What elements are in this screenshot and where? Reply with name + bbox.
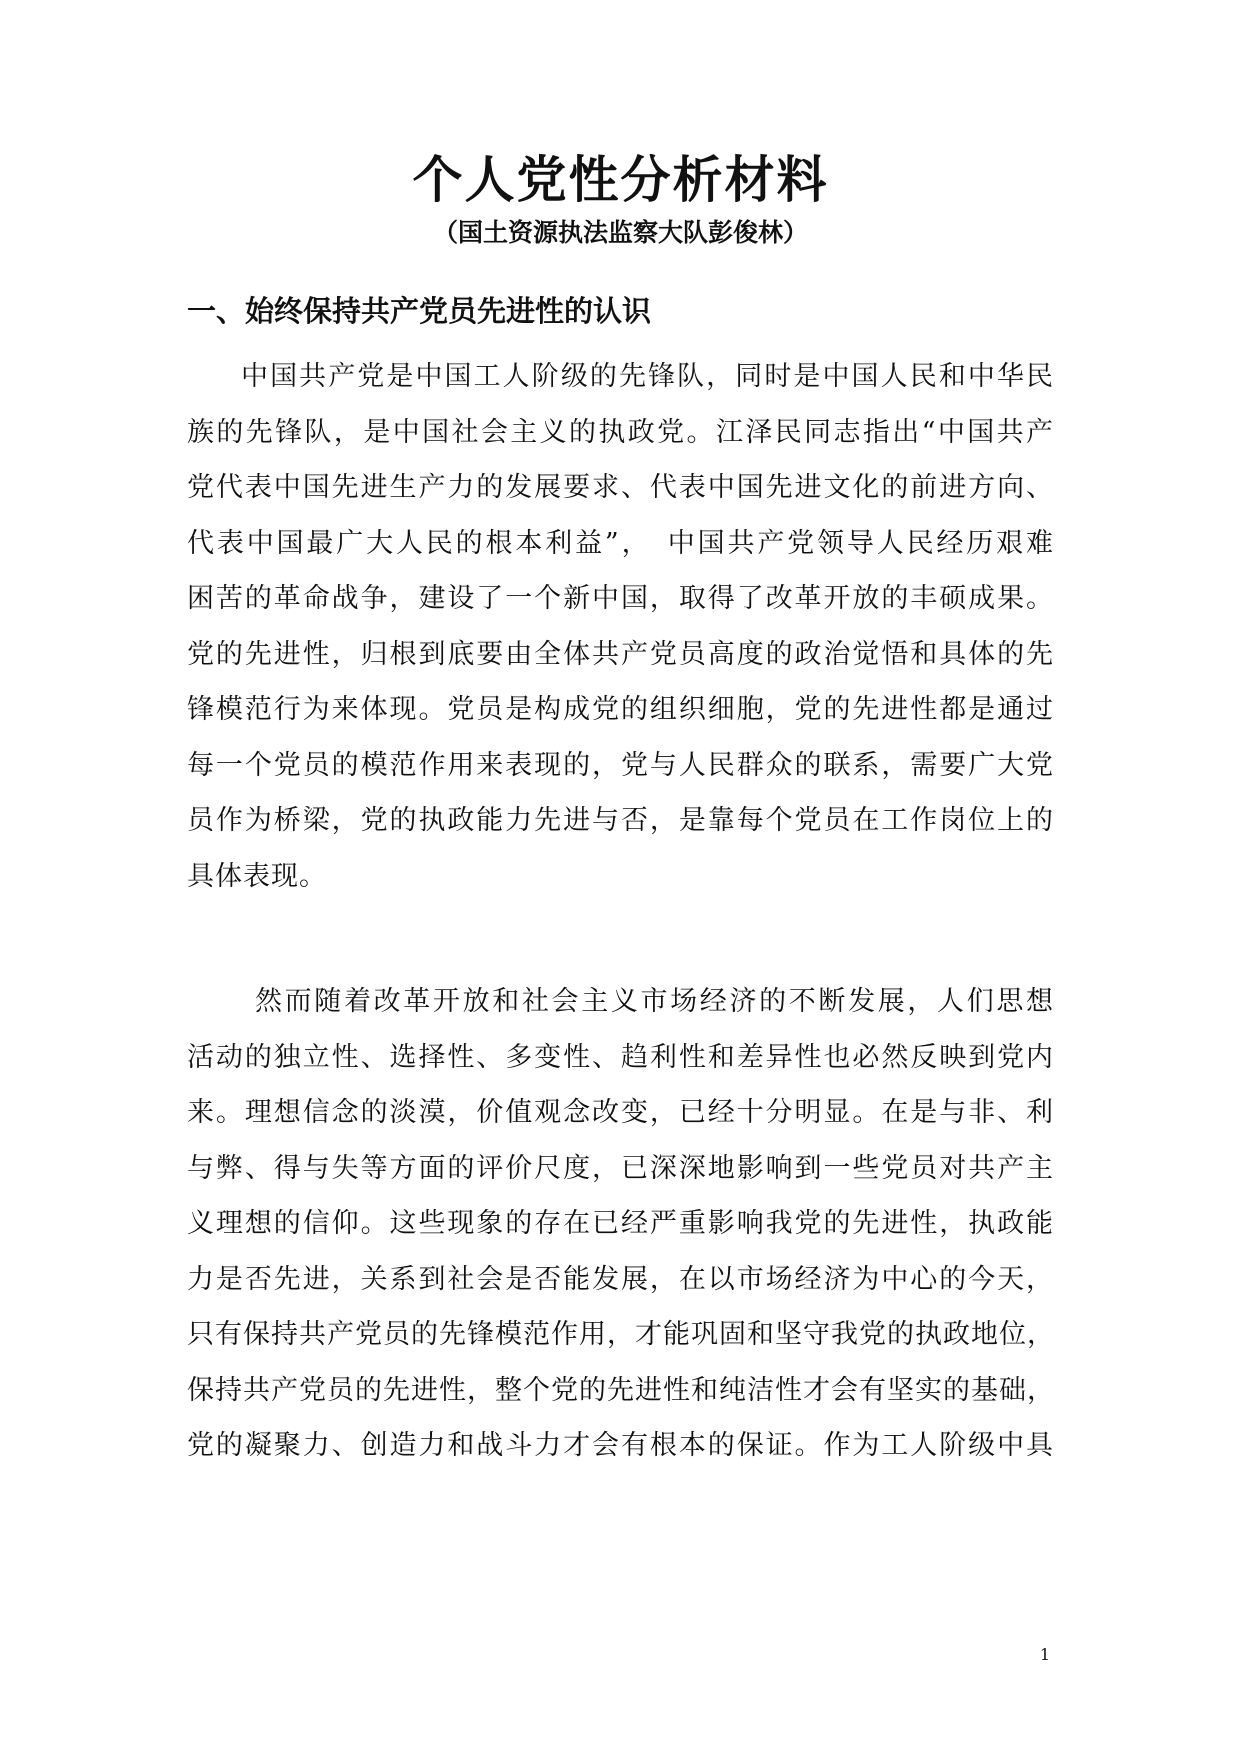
paragraph-line: 困苦的革命战争，建设了一个新中国，取得了改革开放的丰硕成果。 bbox=[187, 583, 1054, 614]
paragraph-line: 来。理想信念的淡漠，价值观念改变，已经十分明显。在是与非、利 bbox=[187, 1097, 1054, 1128]
paragraph-line: 代表中国最广大人民的根本利益”， 中国共产党领导人民经历艰难 bbox=[187, 527, 1054, 559]
paragraph-1 bbox=[187, 349, 1054, 904]
paragraph-line: 党代表中国先进生产力的发展要求、代表中国先进文化的前进方向、 bbox=[187, 472, 1054, 503]
paragraph-line: 与弊、得与失等方面的评价尺度，已深深地影响到一些党员对共产主 bbox=[187, 1152, 1054, 1184]
paragraph-line: 中国共产党是中国工人阶级的先锋队，同时是中国人民和中华民 bbox=[241, 361, 1054, 392]
paragraph-line: 力是否先进，关系到社会是否能发展，在以市场经济为中心的今天， bbox=[187, 1263, 1054, 1295]
document-subtitle: （国土资源执法监察大队彭俊林） bbox=[432, 218, 808, 247]
paragraph-line: 保持共产党员的先进性，整个党的先进性和纯洁性才会有坚实的基础， bbox=[187, 1374, 1055, 1406]
paragraph-line: 党的先进性，归根到底要由全体共产党员高度的政治觉悟和具体的先 bbox=[187, 638, 1054, 670]
page-number: 1 bbox=[1039, 1645, 1050, 1664]
paragraph-line: 每一个党员的模范作用来表现的，党与人民群众的联系，需要广大党 bbox=[187, 749, 1054, 781]
paragraph-line: 义理想的信仰。这些现象的存在已经严重影响我党的先进性，执政能 bbox=[187, 1208, 1054, 1239]
paragraph-line: 族的先锋队，是中国社会主义的执政党。江泽民同志指出“中国共产 bbox=[187, 416, 1054, 448]
paragraph-line: 活动的独立性、选择性、多变性、趋利性和差异性也必然反映到党内 bbox=[187, 1041, 1054, 1073]
paragraph-line: 员作为桥梁，党的执政能力先进与否，是靠每个党员在工作岗位上的 bbox=[187, 805, 1054, 836]
paragraph-line: 具体表现。 bbox=[187, 860, 327, 892]
document-title: 个人党性分析材料 bbox=[412, 150, 829, 209]
paragraph-line: 然而随着改革开放和社会主义市场经济的不断发展，人们思想 bbox=[255, 986, 1054, 1017]
paragraph-line: 锋模范行为来体现。党员是构成党的组织细胞，党的先进性都是通过 bbox=[187, 694, 1054, 725]
section-heading: 一、始终保持共产党员先进性的认识 bbox=[187, 294, 652, 328]
paragraph-line: 党的凝聚力、创造力和战斗力才会有根本的保证。作为工人阶级中具 bbox=[187, 1430, 1054, 1461]
paragraph-2 bbox=[187, 974, 1054, 1474]
paragraph-line: 只有保持共产党员的先锋模范作用，才能巩固和坚守我党的执政地位， bbox=[187, 1319, 1055, 1350]
